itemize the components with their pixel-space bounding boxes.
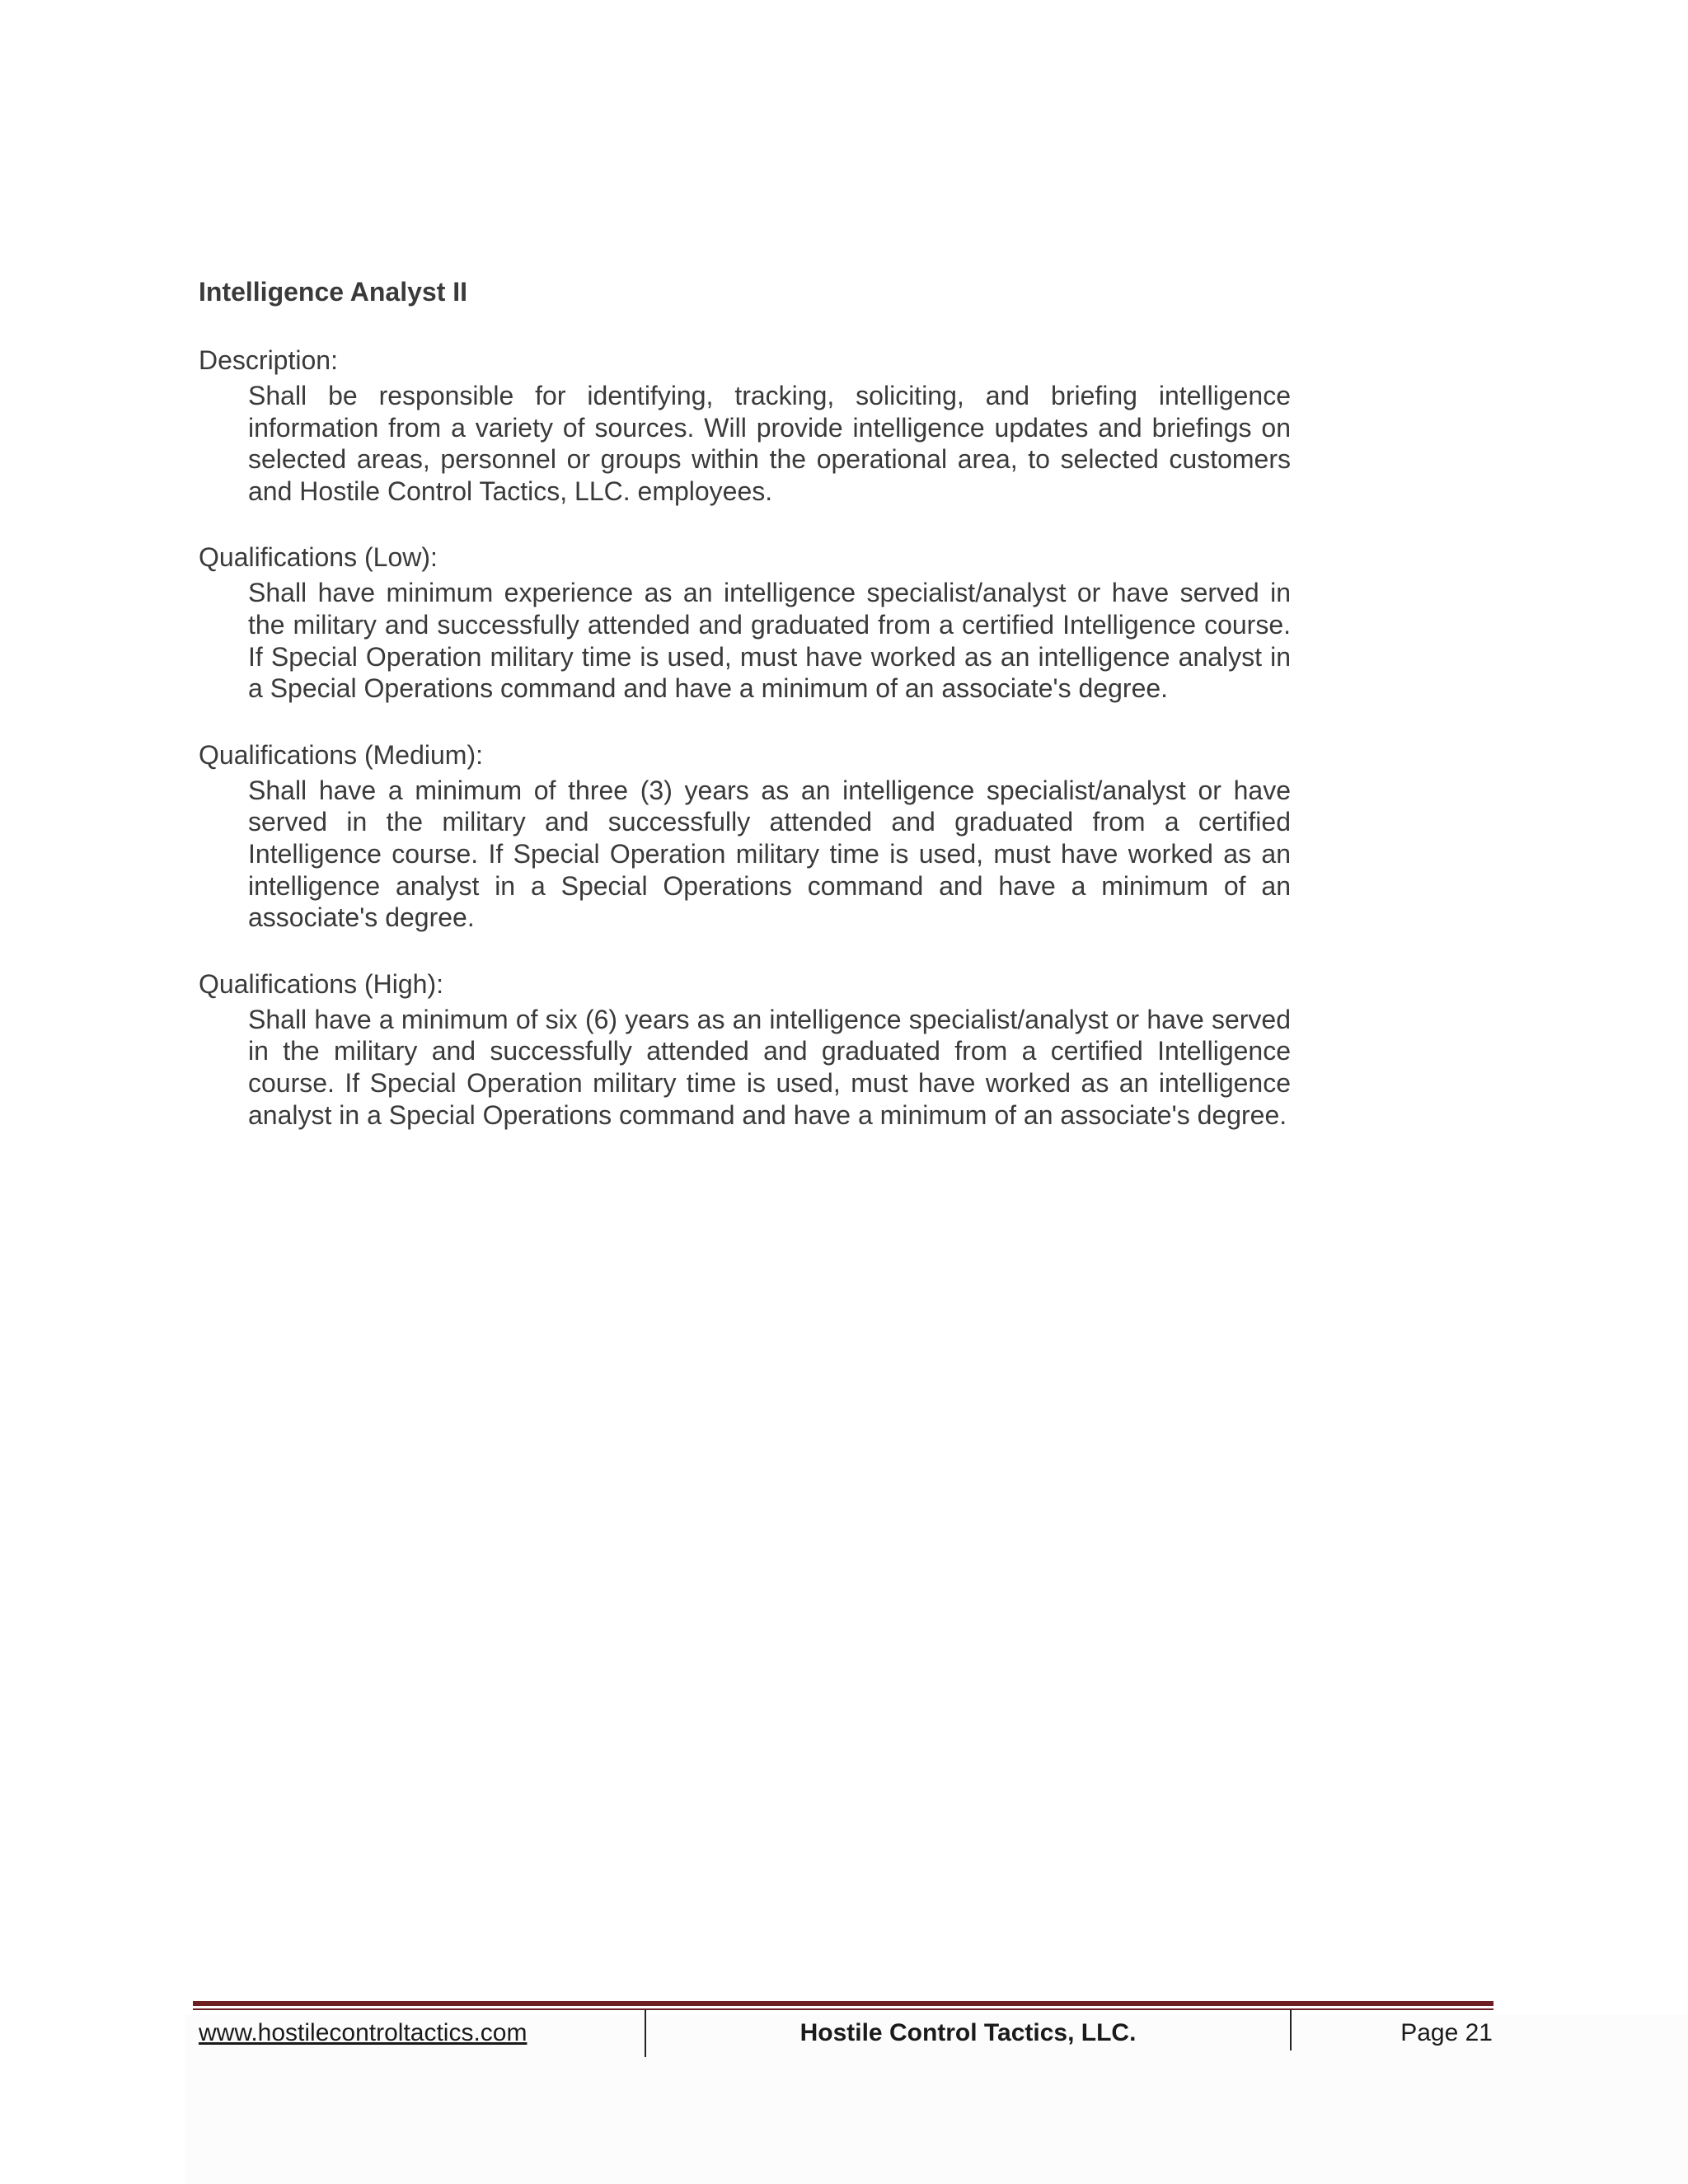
qualifications-medium-label: Qualifications (Medium):: [199, 739, 483, 770]
qualifications-low-text: Shall have minimum experience as an intelligence specialist/analyst or have served in the military and successfully attended and graduated from a certified Intelligence course. If Special Operation military time is used, must have worked as an intelligence analyst in a Special Operations command and have a minimum of an associate's degree.: [248, 578, 1291, 704]
footer-divider: [1290, 2009, 1292, 2050]
footer-rule-thin: [193, 2008, 1493, 2010]
description-section: [199, 343, 1291, 507]
document-body: [199, 270, 1291, 1131]
document-title: Intelligence Analyst II: [199, 277, 468, 307]
qualifications-high-label: Qualifications (High):: [199, 968, 443, 999]
qualifications-medium-text: Shall have a minimum of three (3) years as an intelligence specialist/analyst or have served in the military and successfully attended and graduated from a certified Intelligence course. If Special Operation military time is used, must have worked as an intelligence analyst in a Special Operations command and have a minimum of an associate's degree.: [248, 775, 1291, 933]
qualifications-high-text: Shall have a minimum of six (6) years as an intelligence specialist/analyst or have served in the military and successfully attended and graduated from a certified Intelligence course. If Special Operation military time is used, must have worked as an intelligence analyst in a Special Operations command and have a minimum of an associate's degree.: [248, 1004, 1291, 1130]
page-number: Page 21: [1400, 2019, 1493, 2046]
qualifications-low-section: [199, 540, 1291, 704]
qualifications-high-section: [199, 967, 1291, 1131]
footer-company-name: Hostile Control Tactics, LLC.: [799, 2019, 1137, 2046]
qualifications-medium-section: [199, 738, 1291, 934]
footer-divider: [645, 2009, 646, 2057]
description-label: Description:: [199, 345, 338, 375]
website-link[interactable]: www.hostilecontroltactics.com: [199, 2019, 528, 2046]
footer-rule: [193, 2001, 1493, 2006]
description-text: Shall be responsible for identifying, tracking, soliciting, and briefing intelligence information from a variety of sources. Will provide intelligence updates and briefings on selected areas, personnel or groups within the operational area, to selected customers and Hostile Control Tactics, LLC. employees.: [248, 381, 1291, 506]
qualifications-low-label: Qualifications (Low):: [199, 542, 438, 573]
page-footer: [193, 2001, 1493, 2059]
